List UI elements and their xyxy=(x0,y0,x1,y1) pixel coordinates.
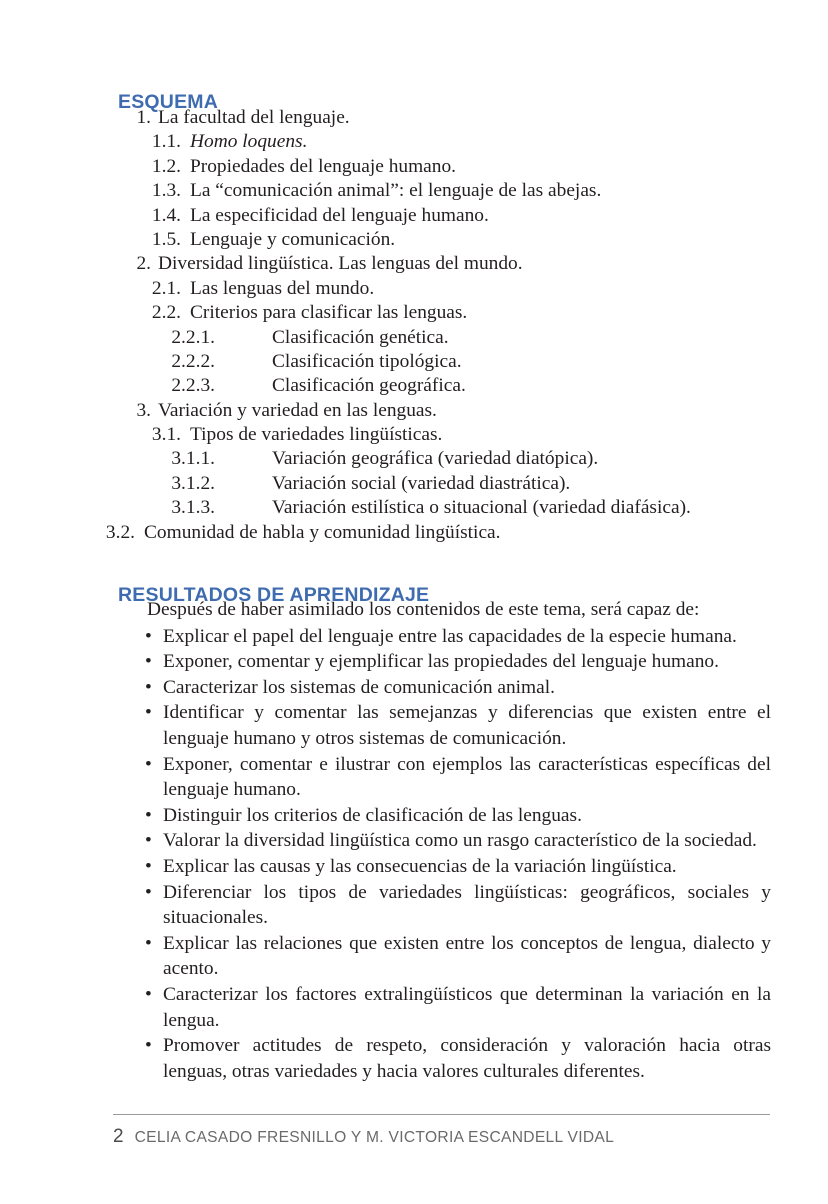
list-item xyxy=(145,880,771,931)
page-title-esquema: ESQUEMA xyxy=(118,91,218,114)
list-item-label: Exponer, comentar y ejemplificar las propiedades del lenguaje humano. xyxy=(163,651,719,673)
outline-item xyxy=(0,447,828,471)
footer-divider xyxy=(113,1114,770,1115)
list-item-label: Promover actitudes de respeto, consideración y valoración hacia otras lenguas, otras variedades y hacia valores culturales diferentes. xyxy=(163,1035,771,1082)
page-footer xyxy=(113,1126,793,1148)
outline-item-label: Clasificación geográfica. xyxy=(272,375,466,397)
outline-item-label: La especificidad del lenguaje humano. xyxy=(190,204,489,226)
outline-item xyxy=(0,399,828,423)
outline-item-label: Tipos de variedades lingüísticas. xyxy=(190,424,443,446)
bullet-icon: • xyxy=(145,702,152,724)
outline-item-label: Clasificación genética. xyxy=(272,326,449,348)
outline-item-label: Clasificación tipológica. xyxy=(272,350,462,372)
list-item-label: Valorar la diversidad lingüística como un rasgo característico de la sociedad. xyxy=(163,830,757,852)
list-item xyxy=(145,700,771,751)
outline-item-label: Diversidad lingüística. Las lenguas del mundo. xyxy=(158,253,523,275)
list-item xyxy=(145,854,771,880)
outcomes-intro-text: Después de haber asimilado los contenidos de este tema, será capaz de: xyxy=(147,599,700,620)
outline-item-label: Variación social (variedad diastrática). xyxy=(272,472,571,494)
list-item xyxy=(145,931,771,982)
outline-item-label: Homo loquens. xyxy=(190,131,308,153)
outline-item xyxy=(0,521,828,545)
bullet-icon: • xyxy=(145,651,152,673)
bullet-icon: • xyxy=(145,830,152,852)
outline-item xyxy=(0,228,828,252)
outline-item-number: 2.1. xyxy=(151,277,181,299)
list-item xyxy=(145,1033,771,1084)
bullet-icon: • xyxy=(145,676,152,698)
list-item-label: Explicar las relaciones que existen entre los conceptos de lengua, dialecto y acento. xyxy=(163,932,771,980)
outline-item-number: 3.1. xyxy=(151,424,181,446)
bullet-icon: • xyxy=(145,625,152,647)
outline-item-label: Comunidad de habla y comunidad lingüística. xyxy=(144,521,501,543)
page-number: 2 xyxy=(113,1126,124,1147)
page-title-resultados: RESULTADOS DE APRENDIZAJE xyxy=(118,584,430,607)
outline-item-number: 1.4. xyxy=(151,204,181,226)
outline-item-number: 1.3. xyxy=(151,180,181,202)
outline-item xyxy=(0,155,828,179)
outcomes-bullet-list xyxy=(145,624,771,1085)
outline-item-label: Variación estilística o situacional (variedad diafásica). xyxy=(272,497,691,519)
bullet-icon: • xyxy=(145,855,152,877)
outline-item-number: 2.2.1. xyxy=(171,326,215,348)
footer-authors: CELIA CASADO FRESNILLO Y M. VICTORIA ESCANDELL VIDAL xyxy=(134,1129,615,1146)
list-item xyxy=(145,649,771,675)
bullet-icon: • xyxy=(145,983,152,1005)
outline-item xyxy=(0,277,828,301)
outline-item xyxy=(0,252,828,276)
outline-item-number: 2.2.3. xyxy=(171,375,215,397)
outline-item xyxy=(0,496,828,520)
outline-item xyxy=(0,326,828,350)
outline-item-number: 2.2. xyxy=(151,302,181,324)
outline-item-number: 1.2. xyxy=(151,155,181,177)
bullet-icon: • xyxy=(145,753,152,775)
list-item-label: Distinguir los criterios de clasificación de las lenguas. xyxy=(163,804,582,826)
outline-item-number: 1.5. xyxy=(151,228,181,250)
outline-item xyxy=(0,301,828,325)
bullet-icon: • xyxy=(145,932,152,954)
outline-list xyxy=(0,106,828,545)
bullet-icon: • xyxy=(145,1035,152,1057)
outline-item xyxy=(0,374,828,398)
outline-item-number: 3.2. xyxy=(105,521,135,543)
outline-item-number: 2.2.2. xyxy=(171,350,215,372)
outline-item-label: Lenguaje y comunicación. xyxy=(190,228,396,250)
outline-item xyxy=(0,472,828,496)
outline-item-label: La “comunicación animal”: el lenguaje de las abejas. xyxy=(190,180,602,202)
list-item xyxy=(145,828,771,854)
list-item-label: Exponer, comentar e ilustrar con ejemplos las características específicas del lenguaje humano. xyxy=(163,753,771,801)
outline-item-label: Criterios para clasificar las lenguas. xyxy=(190,302,468,324)
outline-item-label: La facultad del lenguaje. xyxy=(158,107,350,128)
list-item xyxy=(145,982,771,1033)
outline-item-label: Variación y variedad en las lenguas. xyxy=(158,399,437,421)
outline-item-label: Variación geográfica (variedad diatópica). xyxy=(272,448,599,470)
list-item-label: Caracterizar los factores extralingüísticos que determinan la variación en la lengua. xyxy=(163,983,771,1031)
bullet-icon: • xyxy=(145,881,152,903)
list-item-label: Explicar las causas y las consecuencias de la variación lingüística. xyxy=(163,855,677,877)
outline-item-label: Las lenguas del mundo. xyxy=(190,277,375,299)
outline-item-number: 1. xyxy=(136,107,151,128)
outline-item xyxy=(0,130,828,154)
outline-item-number: 3.1.1. xyxy=(171,448,215,470)
learning-outcomes-section xyxy=(145,597,771,1084)
outline-item xyxy=(0,106,828,130)
outline-item-number: 3.1.3. xyxy=(171,497,215,519)
outline-item xyxy=(0,179,828,203)
outline-item-number: 2. xyxy=(136,253,151,275)
outline-item-number: 1.1. xyxy=(151,131,181,153)
list-item xyxy=(145,803,771,829)
outline-item xyxy=(0,350,828,374)
outline-item xyxy=(0,204,828,228)
outline-item-number: 3.1.2. xyxy=(171,472,215,494)
list-item xyxy=(145,675,771,701)
list-item xyxy=(145,624,771,650)
list-item-label: Diferenciar los tipos de variedades lingüísticas: geográficos, sociales y situacionales. xyxy=(163,881,771,929)
outline-item xyxy=(0,423,828,447)
list-item-label: Caracterizar los sistemas de comunicación animal. xyxy=(163,676,555,698)
list-item-label: Explicar el papel del lenguaje entre las capacidades de la especie humana. xyxy=(163,625,737,647)
list-item xyxy=(145,752,771,803)
bullet-icon: • xyxy=(145,804,152,826)
outline-item-number: 3. xyxy=(136,399,151,421)
list-item-label: Identificar y comentar las semejanzas y diferencias que existen entre el lenguaje humano y otros sistemas de comunicación. xyxy=(163,702,771,749)
outline-item-label: Propiedades del lenguaje humano. xyxy=(190,155,457,177)
